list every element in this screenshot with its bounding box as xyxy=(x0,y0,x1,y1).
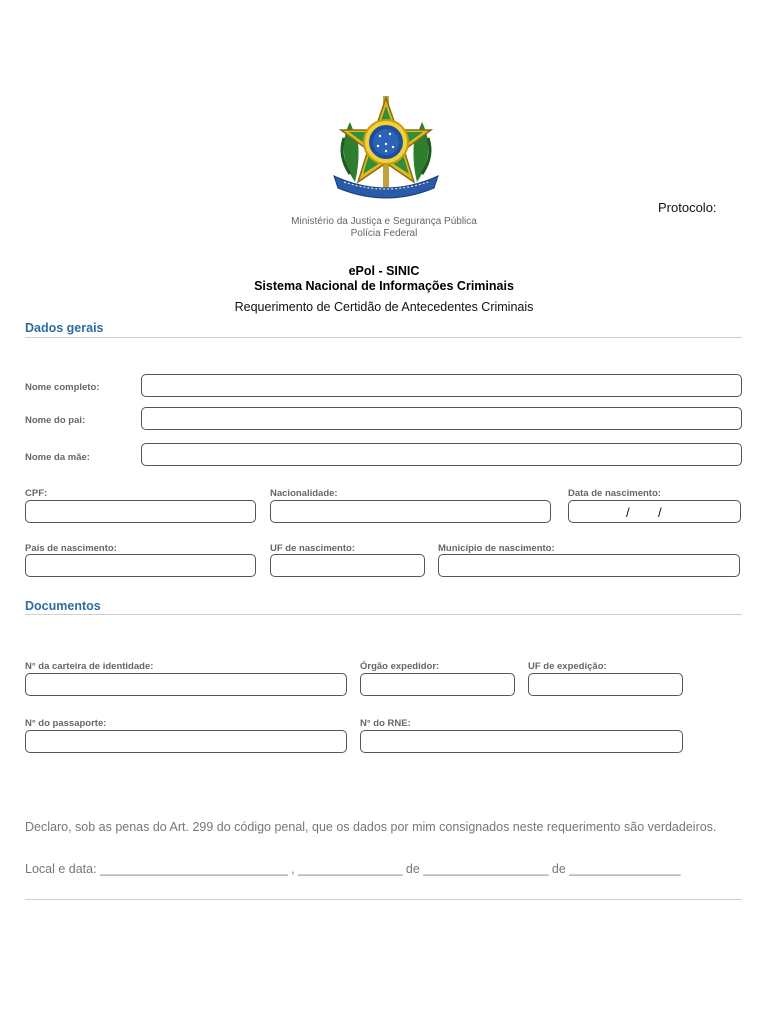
mother-name-field[interactable] xyxy=(141,443,742,466)
birth-country-field[interactable] xyxy=(25,554,256,577)
father-name-field[interactable] xyxy=(141,407,742,430)
id-number-field[interactable] xyxy=(25,673,347,696)
birth-state-field[interactable] xyxy=(270,554,425,577)
id-number-label: N° da carteira de identidade: xyxy=(25,661,154,672)
agency-name: Polícia Federal xyxy=(350,228,418,239)
full-name-field[interactable] xyxy=(141,374,742,397)
birth-date-label: Data de nascimento: xyxy=(568,488,661,499)
declaration-text: Declaro, sob as penas do Art. 299 do código penal, que os dados por mim consignados neste requerimento são verdadeiros. xyxy=(25,820,717,834)
birth-country-label: País de nascimento: xyxy=(25,543,117,554)
cpf-label: CPF: xyxy=(25,488,48,499)
date-separator: / xyxy=(658,505,662,520)
footer-divider xyxy=(25,899,742,900)
nationality-label: Nacionalidade: xyxy=(270,488,338,499)
mother-name-label: Nome da mãe: xyxy=(25,452,90,463)
passport-label: N° do passaporte: xyxy=(25,718,107,729)
place-date-line: Local e data: ___________________________ , _______________ de __________________ de ________________ xyxy=(25,862,681,876)
section-divider xyxy=(25,614,742,615)
birth-city-field[interactable] xyxy=(438,554,740,577)
issuer-block xyxy=(0,216,768,240)
birth-state-label: UF de nascimento: xyxy=(270,543,355,554)
document-title: Requerimento de Certidão de Antecedentes Criminais xyxy=(234,300,534,314)
section-title-general: Dados gerais xyxy=(25,321,104,335)
rne-label: N° do RNE: xyxy=(360,718,411,729)
section-divider xyxy=(25,337,742,338)
birth-date-field[interactable] xyxy=(568,500,741,523)
full-name-label: Nome completo: xyxy=(25,382,100,393)
date-separator: / xyxy=(626,505,630,520)
issue-state-label: UF de expedição: xyxy=(528,661,607,672)
protocol-label: Protocolo: xyxy=(658,200,717,215)
father-name-label: Nome do pai: xyxy=(25,415,86,426)
birth-city-label: Município de nascimento: xyxy=(438,543,555,554)
ministry-name: Ministério da Justiça e Segurança Pública xyxy=(291,216,477,227)
issuer-label: Órgão expedidor: xyxy=(360,661,440,672)
rne-field[interactable] xyxy=(360,730,683,753)
issuer-field[interactable] xyxy=(360,673,515,696)
passport-field[interactable] xyxy=(25,730,347,753)
nationality-field[interactable] xyxy=(270,500,551,523)
system-full-title: Sistema Nacional de Informações Criminais xyxy=(254,279,514,293)
brazil-coat-of-arms-emblem xyxy=(330,92,442,200)
section-title-documents: Documentos xyxy=(25,599,101,613)
system-short-title: ePol - SINIC xyxy=(348,264,420,278)
cpf-field[interactable] xyxy=(25,500,256,523)
issue-state-field[interactable] xyxy=(528,673,683,696)
